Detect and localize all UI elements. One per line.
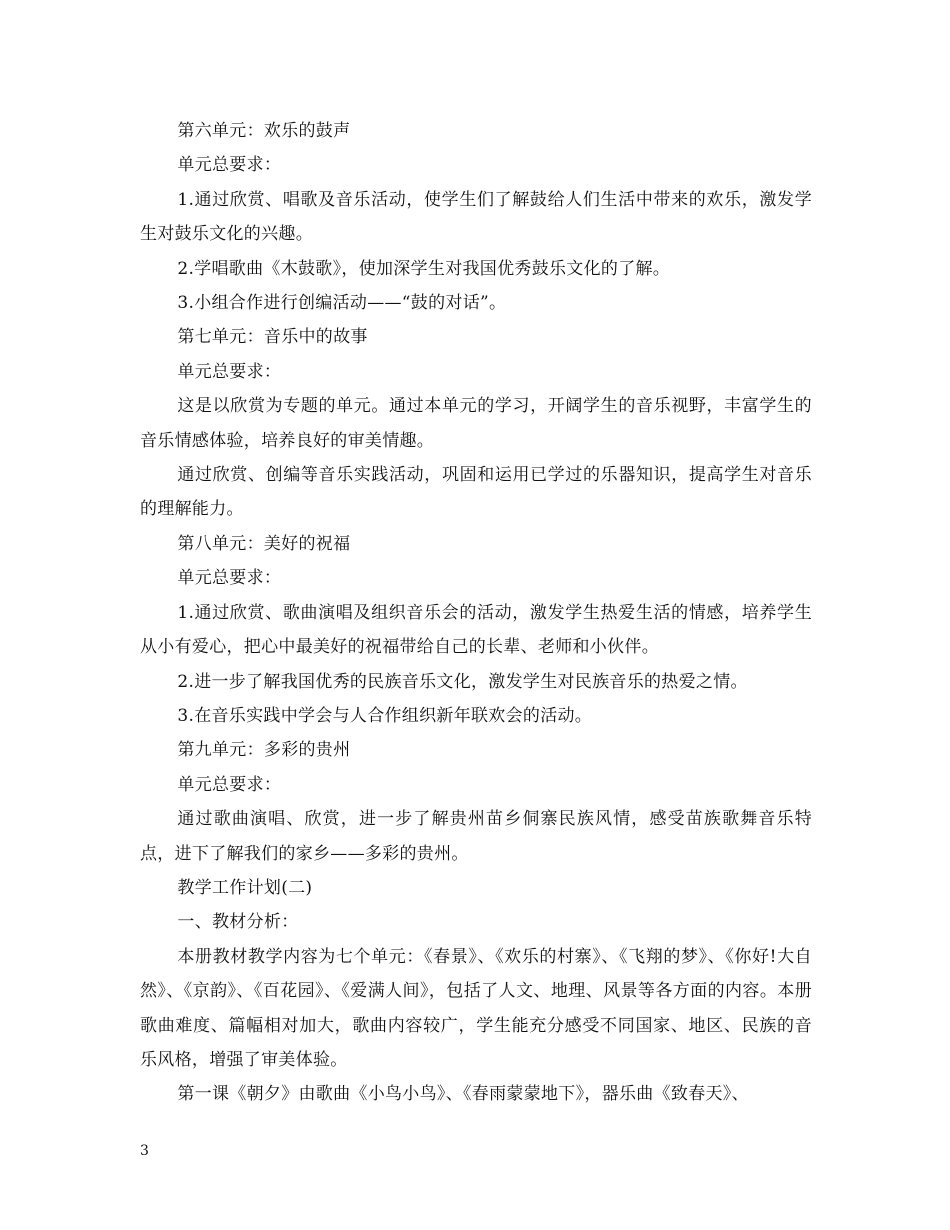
unit-7-paragraph-1: 这是以欣赏为专题的单元。通过本单元的学习，开阔学生的音乐视野，丰富学生的音乐情感体验，培养良好的审美情趣。 (140, 396, 812, 451)
plan-2-title: 教学工作计划(二) (177, 877, 313, 898)
unit-6-item-1: 1.通过欣赏、唱歌及音乐活动，使学生们了解鼓给人们生活中带来的欢乐，激发学生对鼓乐文化的兴趣。 (140, 189, 812, 245)
unit-8-heading: 第八单元：美好的祝福 (177, 533, 351, 554)
unit-6-heading: 第六单元：欢乐的鼓声 (177, 121, 351, 141)
materials-analysis-heading: 一、教材分析： (177, 912, 299, 933)
unit-6-requirements-label: 单元总要求： (177, 155, 282, 176)
unit-9-requirements-label: 单元总要求： (177, 774, 282, 795)
unit-7-requirements-label: 单元总要求： (177, 361, 282, 382)
lesson-1-paragraph: 第一课《朝夕》由歌曲《小鸟小鸟》、《春雨蒙蒙地下》，器乐曲《致春天》、 (177, 1084, 749, 1105)
page-number: 3 (140, 1143, 149, 1159)
unit-9-heading: 第九单元：多彩的贵州 (177, 740, 351, 761)
unit-8-item-2: 2.进一步了解我国优秀的民族音乐文化，激发学生对民族音乐的热爱之情。 (177, 671, 748, 692)
unit-6-item-3: 3.小组合作进行创编活动——“鼓的对话”。 (177, 293, 507, 314)
unit-9-paragraph: 通过歌曲演唱、欣赏，进一步了解贵州苗乡侗寨民族风情，感受苗族歌舞音乐特点，进下了解我们的家乡——多彩的贵州。 (140, 809, 812, 864)
materials-analysis-paragraph: 本册教材教学内容为七个单元：《春景》、《欢乐的村寨》、《飞翔的梦》、《你好!大自然》、《京韵》、《百花园》、《爱满人间》，包括了人文、地理、风景等各方面的内容。本册歌曲难度、篇幅相对加大，歌曲内容较广，学生能充分感受不同国家、地区、民族的音乐风格，增强了审美体验。 (140, 946, 812, 1070)
unit-8-item-1: 1.通过欣赏、歌曲演唱及组织音乐会的活动，激发学生热爱生活的情感，培养学生从小有爱心，把心中最美好的祝福带给自己的长辈、老师和小伙伴。 (140, 602, 812, 658)
unit-8-requirements-label: 单元总要求： (177, 568, 282, 589)
unit-6-item-2: 2.学唱歌曲《木鼓歌》，使加深学生对我国优秀鼓乐文化的了解。 (177, 258, 671, 279)
unit-8-item-3: 3.在音乐实践中学会与人合作组织新年联欢会的活动。 (177, 705, 593, 726)
unit-7-heading: 第七单元：音乐中的故事 (177, 327, 368, 348)
unit-7-paragraph-2: 通过欣赏、创编等音乐实践活动，巩固和运用已学过的乐器知识，提高学生对音乐的理解能力。 (140, 465, 812, 520)
body-text (140, 114, 812, 1112)
